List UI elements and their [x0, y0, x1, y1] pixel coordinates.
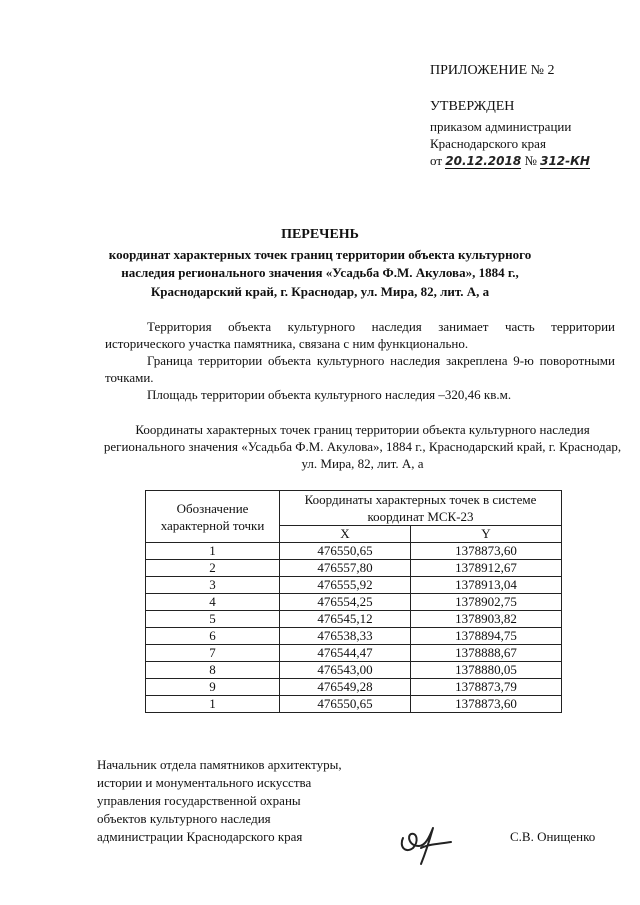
header-coordinates: Координаты характерных точек в системе координат МСК-23 [280, 491, 562, 526]
point-number-cell: 1 [146, 696, 280, 713]
y-coordinate-cell: 1378873,60 [411, 543, 562, 560]
handwritten-signature [395, 808, 455, 868]
point-number-cell: 8 [146, 662, 280, 679]
table-row [146, 611, 562, 628]
header-y: Y [411, 526, 562, 543]
table-row [146, 645, 562, 662]
x-coordinate-cell: 476550,65 [280, 696, 411, 713]
signature-title-line-2: истории и монументального искусства [97, 775, 312, 790]
table-row [146, 594, 562, 611]
signer-name: С.В. Онищенко [510, 829, 596, 844]
approved-label: УТВЕРЖДЕН [430, 99, 515, 114]
order-line-2: Краснодарского края [430, 136, 546, 151]
y-coordinate-cell: 1378894,75 [411, 628, 562, 645]
point-number-cell: 7 [146, 645, 280, 662]
table-row [146, 543, 562, 560]
order-prefix: от [430, 153, 443, 168]
x-coordinate-cell: 476554,25 [280, 594, 411, 611]
subtitle-line-1: координат характерных точек границ территории объекта культурного [108, 247, 532, 262]
point-number-cell: 5 [146, 611, 280, 628]
point-number-cell: 6 [146, 628, 280, 645]
order-line-3 [430, 153, 590, 169]
point-number-cell: 2 [146, 560, 280, 577]
x-coordinate-cell: 476545,12 [280, 611, 411, 628]
document-title: ПЕРЕЧЕНЬ [281, 227, 359, 242]
table-row [146, 560, 562, 577]
x-coordinate-cell: 476549,28 [280, 679, 411, 696]
table-row [146, 679, 562, 696]
point-number-cell: 3 [146, 577, 280, 594]
coordinates-table [145, 490, 562, 713]
y-coordinate-cell: 1378912,67 [411, 560, 562, 577]
x-coordinate-cell: 476555,92 [280, 577, 411, 594]
y-coordinate-cell: 1378873,79 [411, 679, 562, 696]
y-coordinate-cell: 1378880,05 [411, 662, 562, 679]
point-number-cell: 1 [146, 543, 280, 560]
appendix-label: ПРИЛОЖЕНИЕ № 2 [430, 63, 555, 78]
y-coordinate-cell: 1378873,60 [411, 696, 562, 713]
paragraph-boundary: Граница территории объекта культурного наследия закреплена 9-ю поворотными точками. [105, 353, 615, 385]
x-coordinate-cell: 476543,00 [280, 662, 411, 679]
y-coordinate-cell: 1378902,75 [411, 594, 562, 611]
table-row [146, 628, 562, 645]
subtitle-line-3: Краснодарский край, г. Краснодар, ул. Мира, 82, лит. А, а [150, 284, 490, 299]
order-number: 312-КН [540, 154, 590, 168]
signature-title-line-4: объектов культурного наследия [97, 811, 271, 826]
point-number-cell: 9 [146, 679, 280, 696]
x-coordinate-cell: 476538,33 [280, 628, 411, 645]
order-line-1: приказом администрации [430, 119, 572, 134]
paragraph-area: Площадь территории объекта культурного наследия –320,46 кв.м. [147, 387, 512, 402]
signature-title-line-3: управления государственной охраны [97, 793, 301, 808]
paragraph-territory: Территория объекта культурного наследия занимает часть территории исторического участка памятника, связана с ним функционально. [105, 319, 615, 351]
y-coordinate-cell: 1378903,82 [411, 611, 562, 628]
coordinates-table-body [146, 543, 562, 713]
y-coordinate-cell: 1378888,67 [411, 645, 562, 662]
header-point-designation: Обозначение характерной точки [146, 491, 280, 543]
table-row [146, 662, 562, 679]
x-coordinate-cell: 476550,65 [280, 543, 411, 560]
signature-title-line-1: Начальник отдела памятников архитектуры, [97, 757, 342, 772]
order-date: 20.12.2018 [445, 154, 522, 168]
x-coordinate-cell: 476557,80 [280, 560, 411, 577]
subtitle-line-2: наследия регионального значения «Усадьба Ф.М. Акулова», 1884 г., [121, 265, 519, 280]
point-number-cell: 4 [146, 594, 280, 611]
header-x: X [280, 526, 411, 543]
table-caption: Координаты характерных точек границ территории объекта культурного наследия регионального значения «Усадьба Ф.М. Акулова», 1884 г., Краснодарский край, г. Краснодар, ул. Мира, 82, лит. А, а [103, 422, 622, 471]
order-number-label: № [524, 153, 537, 168]
table-row [146, 577, 562, 594]
y-coordinate-cell: 1378913,04 [411, 577, 562, 594]
signature-title-line-5: администрации Краснодарского края [97, 829, 303, 844]
table-row [146, 696, 562, 713]
x-coordinate-cell: 476544,47 [280, 645, 411, 662]
